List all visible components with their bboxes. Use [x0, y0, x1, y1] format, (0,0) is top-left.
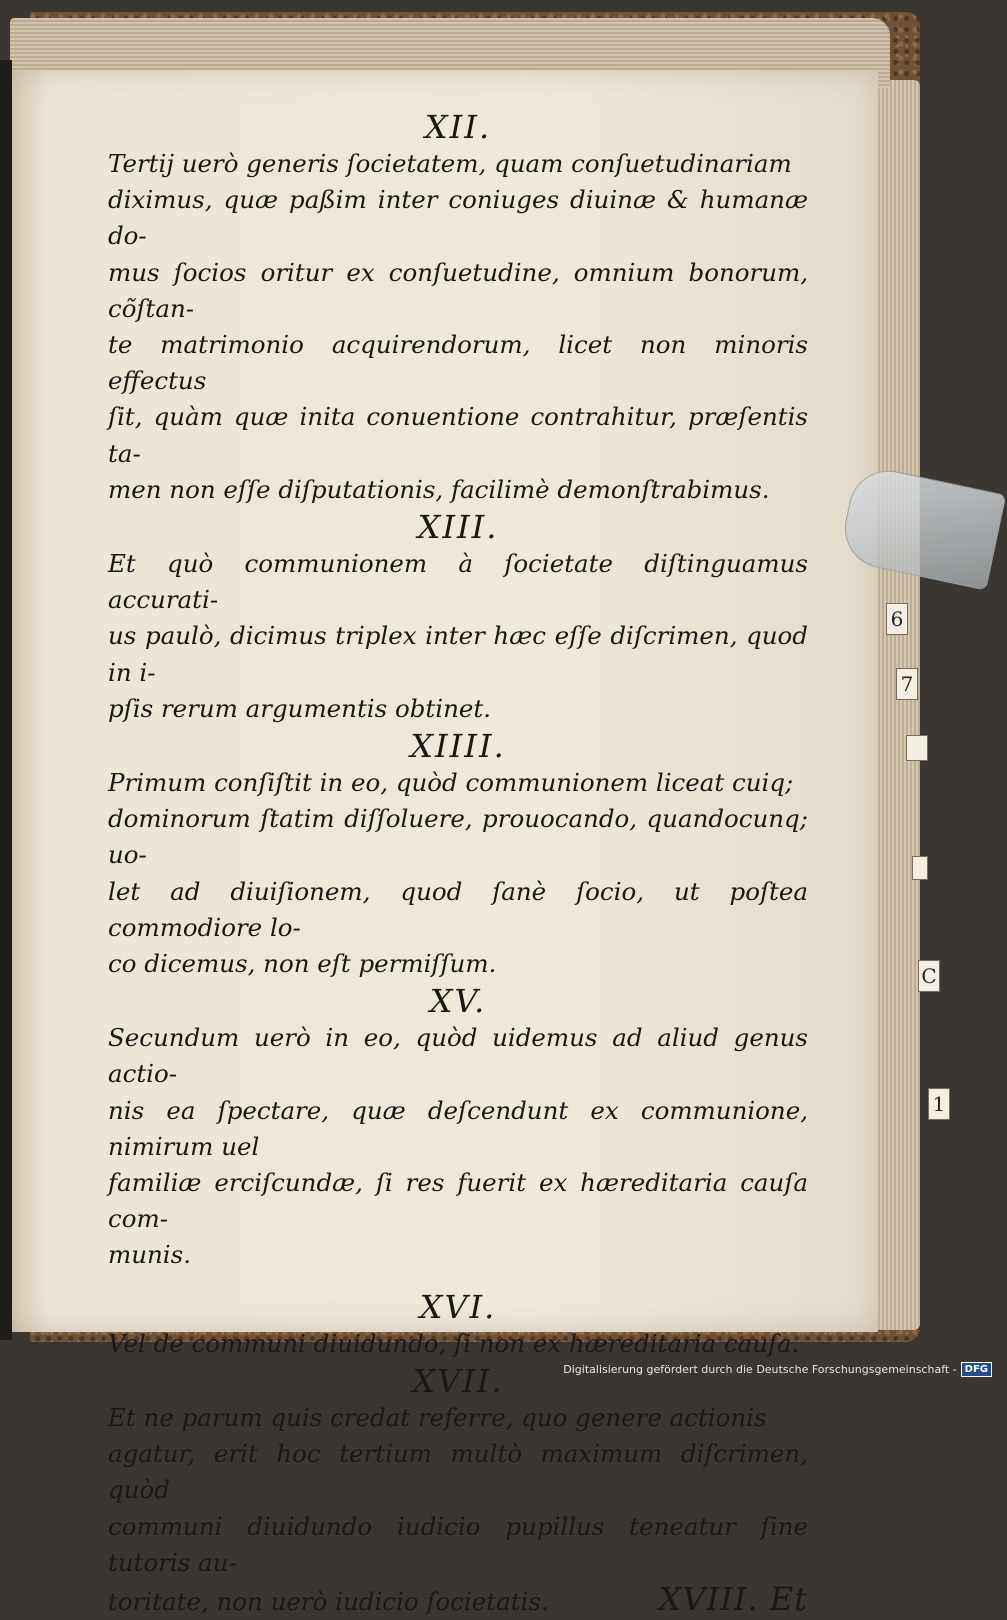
index-tab-2: 7 [896, 668, 918, 700]
paragraph-12 [108, 146, 808, 508]
text-line: ſit, quàm quæ inita conuentione contrahitur, præſentis ta- [108, 402, 808, 468]
catchword: XVIII. Et [658, 1579, 808, 1618]
text-line: te matrimonio acquirendorum, licet non minoris effectus [108, 330, 808, 396]
text-line: diximus, quæ paßim inter coniuges diuinæ & humanæ do- [108, 185, 808, 251]
paragraph-14 [108, 765, 808, 982]
footer-credit: Digitalisierung gefördert durch die Deutsche Forschungsgemeinschaft - [563, 1363, 957, 1376]
index-tab-4 [912, 856, 928, 880]
text-line: mus ſocios oritur ex conſuetudine, omnium bonorum, cõſtan- [108, 257, 808, 323]
index-tab-5: C [918, 960, 940, 992]
text-line: dominorum ſtatim diſſoluere, prouocando, quandocunq; uo- [108, 804, 808, 870]
section-number-13: XIII. [417, 508, 499, 547]
text-line: Et quò communionem à ſocietate diſtinguamus accurati- [108, 549, 808, 615]
text-line: familiæ erciſcundæ, ſi res fuerit ex hæreditaria cauſa com- [108, 1168, 808, 1234]
text-line: Secundum uerò in eo, quòd uidemus ad aliud genus actio- [108, 1023, 808, 1089]
text-line: let ad diuiſionem, quod ſanè ſocio, ut poſtea commodiore lo- [108, 876, 808, 942]
text-line: men non eſſe diſputationis, facilimè demonſtrabimus. [108, 474, 770, 504]
paragraph-17 [108, 1400, 808, 1581]
text-line: Tertij uerò generis ſocietatem, quam conſuetudinariam [108, 149, 792, 178]
last-line-with-catchword [108, 1581, 808, 1620]
text-line: toritate, non uerò iudicio ſocietatis. [108, 1586, 549, 1616]
section-number-17: XVII. [412, 1361, 504, 1400]
dfg-logo: DFG [961, 1362, 992, 1377]
text-line: Et ne parum quis credat referre, quo genere actionis [108, 1402, 767, 1432]
text-line: munis. [108, 1240, 191, 1270]
index-tab-6: 1 [928, 1088, 950, 1120]
section-number-12: XII. [424, 108, 492, 146]
text-line: communi diuidundo iudicio pupillus teneatur ſine tutoris au- [108, 1511, 808, 1577]
section-number-14: XIIII. [410, 727, 506, 766]
section-number-15: XV. [429, 982, 487, 1021]
text-line: co dicemus, non eſt permiſſum. [108, 949, 497, 979]
text-line: us paulò, dicimus triplex inter hæc eſſe diſcrimen, quod in i- [108, 621, 808, 687]
paragraph-15 [108, 1020, 808, 1273]
digitization-footer [563, 1362, 992, 1377]
text-line: Primum conſiſtit in eo, quòd communionem liceat cuiq; [108, 768, 794, 798]
paragraph-16 [108, 1326, 808, 1362]
text-line: nis ea ſpectare, quæ deſcendunt ex communione, nimirum uel [108, 1095, 808, 1161]
text-line: Vel de communi diuidundo, ſi non ex hæreditaria cauſa. [108, 1328, 800, 1358]
index-tab-3 [906, 735, 928, 761]
section-number-16: XVI. [419, 1287, 497, 1326]
index-tab-1: 6 [886, 603, 908, 635]
page-text [108, 108, 808, 1620]
left-shadow [0, 60, 12, 1340]
text-line: pſis rerum argumentis obtinet. [108, 693, 492, 723]
paragraph-13 [108, 546, 808, 727]
text-line: agatur, erit hoc tertium multò maximum diſcrimen, quòd [108, 1439, 808, 1505]
